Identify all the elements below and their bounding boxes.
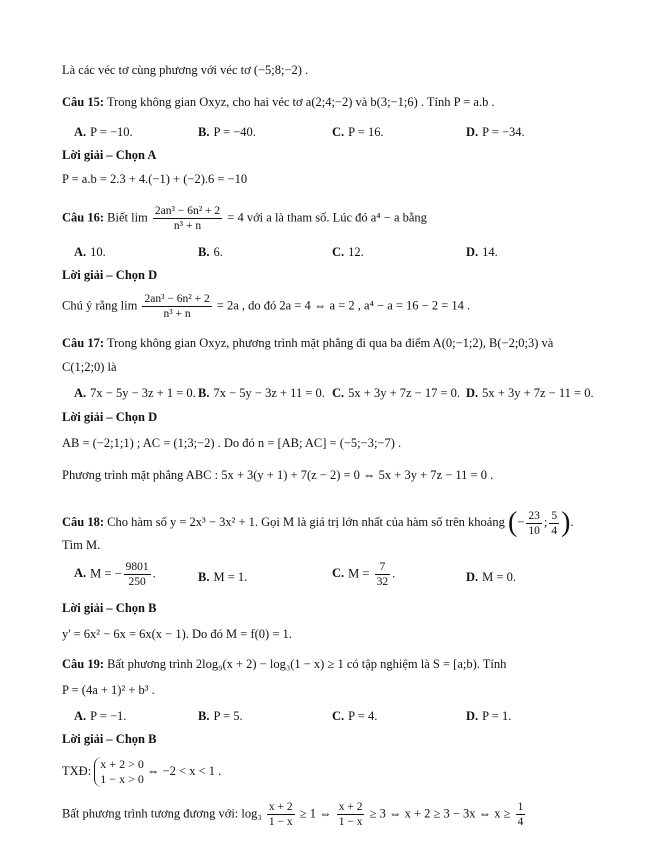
question-19-label: Câu 19: [62, 657, 105, 671]
q15-solution: P = a.b = 2.3 + 4.(−1) + (−2).6 = −10 [62, 172, 248, 186]
q19-domain-line: TXĐ: x + 2 > 0 1 − x > 0 ⇔ −2 < x < 1 . [62, 757, 222, 786]
question-18: Câu 18: Cho hàm số y = 2x³ − 3x² + 1. Gọi M là giá trị lớn nhất của hàm số trên khoảng (− $\frac{23}{10}$ ; $\frac{5}{4}$ ). [62, 507, 574, 538]
question-17-label: Câu 17: [62, 336, 105, 350]
q15-solution-label: Lời giải – Chọn A [62, 148, 157, 162]
question-17: Câu 17: Trong không gian Oxyz, phương trình mặt phẳng đi qua ba điểm A(0;−1;2), B(−2;0;3) và [62, 336, 554, 350]
q19-option-b: B. P = 5. [198, 709, 243, 723]
q19-system-brace: x + 2 > 0 1 − x > 0 [94, 757, 144, 787]
q16-option-d: D. 14. [466, 245, 498, 259]
q18-option-c: C. M = $\frac{7}{32}$ . [332, 561, 396, 588]
q19-final-line: Bất phương trình tương đương với: log₃ $\frac{x + 2}{1 - x}$ ≥ 1 ⇔ $\frac{x + 2}{1 - x}$ ≥ 3 ⇔ x + 2 ≥ 3 − 3x ⇔ x ≥ $\frac{1}{4}$ [62, 801, 524, 828]
q16-solution-fraction: $\frac{\text{2an³ − 6n² + 2}}{\text{n³ + n}}$ [144, 293, 210, 320]
q17-option-b: B. 7x − 5y − 3z + 11 = 0. [198, 386, 325, 400]
q15-option-b: B. P = −40. [198, 125, 256, 139]
question-15-label: Câu 15: [62, 95, 105, 109]
q17-solution-label: Lời giải – Chọn D [62, 410, 158, 424]
intro-line: Là các véc tơ cùng phương với véc tơ (−5;8;−2) . [62, 63, 309, 77]
q17-option-c: C. 5x + 3y + 7z − 17 = 0. [332, 386, 461, 400]
question-19-line2: P = (4a + 1)² + b³ . [62, 683, 155, 697]
q16-solution: Chú ý rằng lim $\frac{\text{2an³ − 6n² + 2}}{\text{n³ + n}}$ = 2a , do đó 2a = 4 ⇔ a = 2 , a⁴ − a = 16 − 2 = 14 . [62, 293, 471, 320]
question-18-line2: Tìm M. [62, 538, 101, 552]
question-17-line2: C(1;2;0) là [62, 360, 117, 374]
question-16: Câu 16: Biết lim $\frac{\text{2an³ − 6n² + 2}}{\text{n³ + n}}$ = 4 với a là tham số. Lúc đó a⁴ − a bằng [62, 205, 427, 232]
q17-solution-line1: AB = (−2;1;1) ; AC = (1;3;−2) . Do đó n = [AB; AC] = (−5;−3;−7) . [62, 436, 402, 450]
question-18-label: Câu 18: [62, 514, 105, 529]
q15-option-a: A. P = −10. [74, 125, 133, 139]
q16-solution-label: Lời giải – Chọn D [62, 268, 158, 282]
q18-solution: y' = 6x² − 6x = 6x(x − 1). Do đó M = f(0) = 1. [62, 627, 292, 641]
q18-option-b: B. M = 1. [198, 570, 248, 584]
q19-solution-label: Lời giải – Chọn B [62, 732, 157, 746]
q19-option-d: D. P = 1. [466, 709, 512, 723]
q15-option-d: D. P = −34. [466, 125, 525, 139]
q19-option-c: C. P = 4. [332, 709, 378, 723]
q18-interval-left: $\frac{23}{10}$ [528, 509, 540, 537]
q19-option-a: A. P = −1. [74, 709, 127, 723]
q15-option-c: C. P = 16. [332, 125, 384, 139]
question-19: Câu 19: Bất phương trình 2log₉(x + 2) − log₃(1 − x) ≥ 1 có tập nghiệm là S = [a;b). Tính [62, 657, 507, 671]
question-15 [62, 95, 630, 110]
q18-solution-label: Lời giải – Chọn B [62, 601, 157, 615]
question-16-label: Câu 16: [62, 210, 105, 225]
q16-option-a: A. 10. [74, 245, 106, 259]
q18-option-a: A. M = − $\frac{9801}{250}$ . [74, 561, 156, 588]
q17-option-d: D. 5x + 3y + 7z − 11 = 0. [466, 386, 594, 400]
q17-option-a: A. 7x − 5y − 3z + 1 = 0. [74, 386, 196, 400]
q16-option-c: C. 12. [332, 245, 364, 259]
question-15-text: Trong không gian Oxyz, cho hai véc tơ a(2;4;−2) và b(3;−1;6) . Tính P = a.b . [106, 95, 495, 109]
q16-limit-fraction: $\frac{\text{2an³ − 6n² + 2}}{\text{n³ + n}}$ [154, 205, 221, 232]
q18-interval-right: $\frac{5}{4}$ [551, 509, 558, 537]
q17-solution-line2: Phương trình mặt phẳng ABC : 5x + 3(y + 1) + 7(z − 2) = 0 ⇔ 5x + 3y + 7z − 11 = 0 . [62, 468, 494, 482]
q18-option-d: D. M = 0. [466, 570, 516, 584]
q16-option-b: B. 6. [198, 245, 223, 259]
